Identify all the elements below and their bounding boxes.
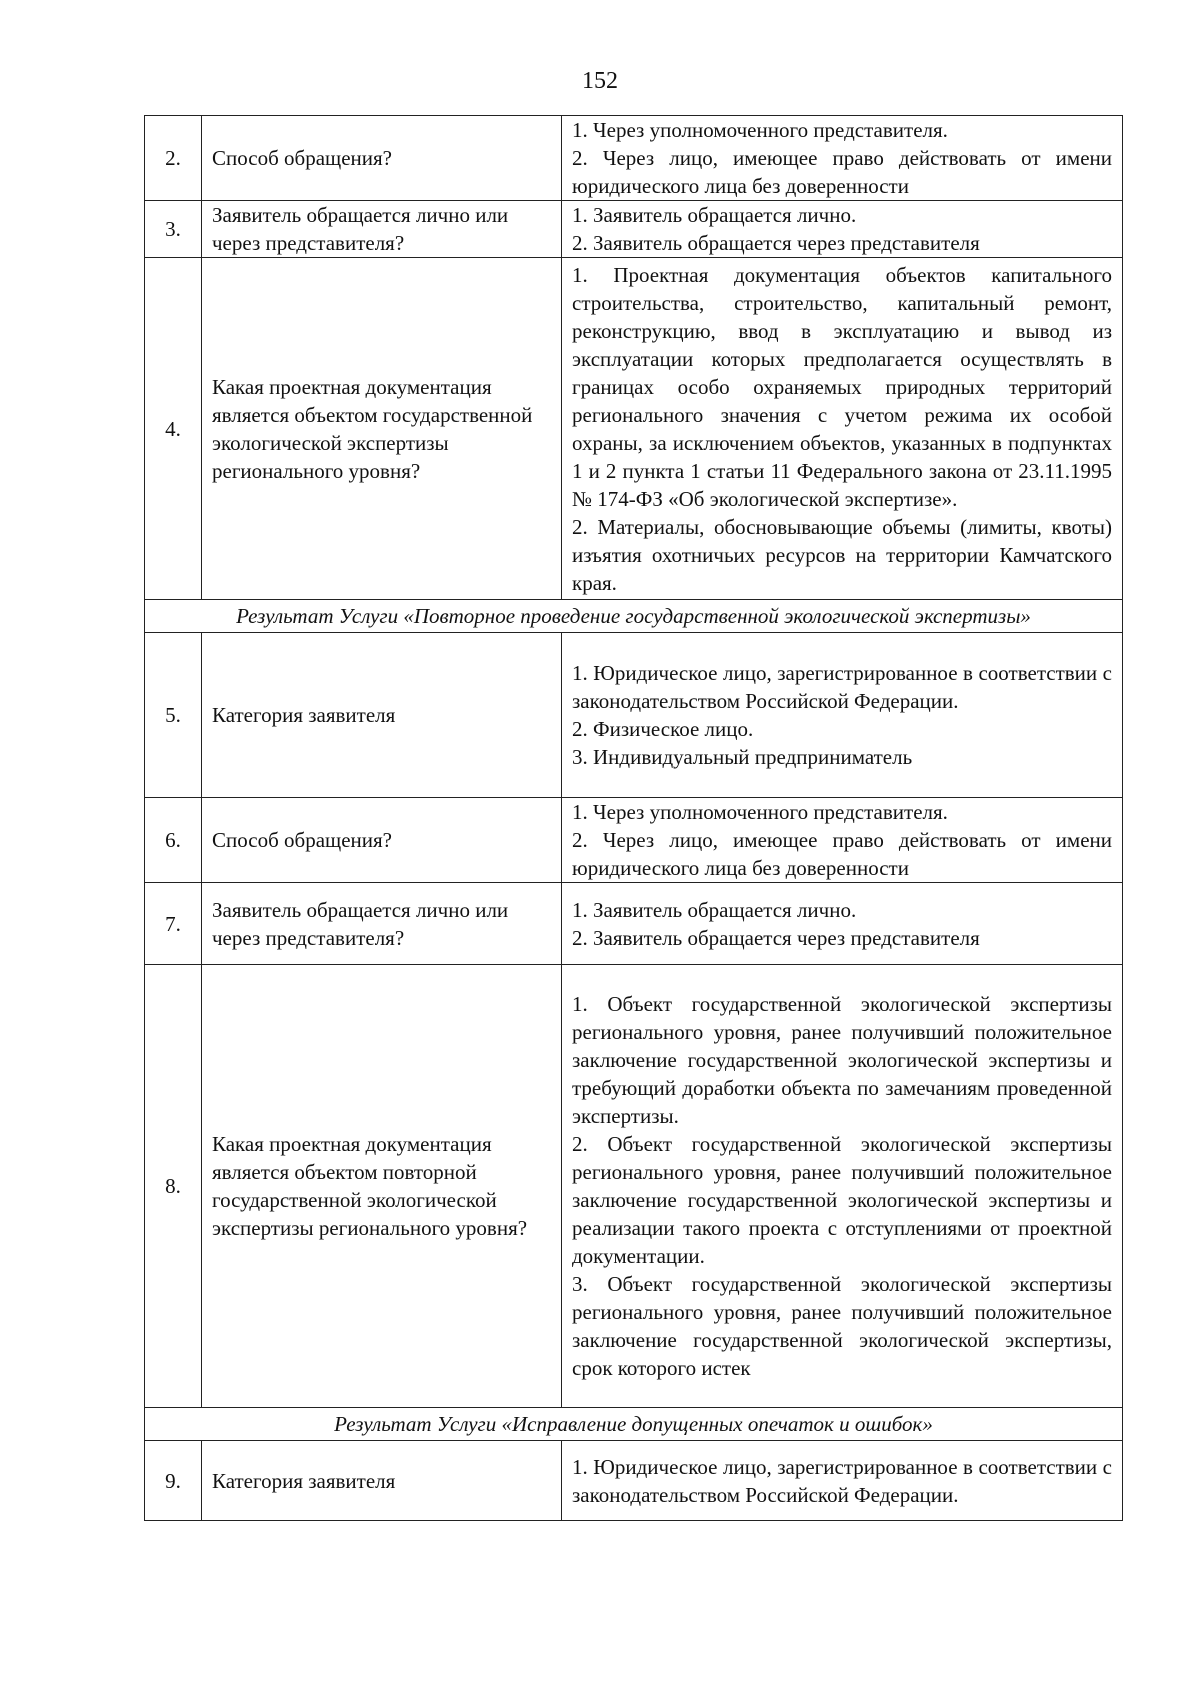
row-number: 8. [145,965,202,1408]
page-number: 152 [582,68,618,94]
table-row [145,116,1123,201]
option-item: 1. Заявитель обращается лично. [572,897,857,922]
criteria-table [144,115,1123,1521]
option-item: 3. Объект государственной экологической экспертизы регионального уровня, ранее получивший положительное заключение государственной экологической экспертизы, срок которого истек [572,1272,1112,1380]
row-number: 3. [145,201,202,258]
section-header: Результат Услуги «Исправление допущенных опечаток и ошибок» [145,1408,1123,1441]
row-number: 6. [145,798,202,883]
criterion-question: Способ обращения? [202,116,562,201]
table-row [145,883,1123,965]
option-item: 1. Юридическое лицо, зарегистрированное в соответствии с законодательством Российской Федерации. [572,661,1112,713]
section-header: Результат Услуги «Повторное проведение государственной экологической экспертизы» [145,600,1123,633]
criterion-options [562,965,1123,1408]
option-item: 1. Объект государственной экологической экспертизы регионального уровня, ранее получивший положительное заключение государственной экологической экспертизы и требующий доработки объекта по замечаниям проведенной экспертизы. [572,992,1112,1128]
table-row [145,798,1123,883]
criterion-options [562,1441,1123,1521]
row-number: 4. [145,258,202,600]
section-header-row [145,600,1123,633]
criterion-question: Какая проектная документация является объектом повторной государственной экологической экспертизы регионального уровня? [202,965,562,1408]
row-number: 5. [145,633,202,798]
option-item: 2. Физическое лицо. [572,717,754,741]
row-number: 7. [145,883,202,965]
criterion-options [562,798,1123,883]
table-row [145,258,1123,600]
criterion-options [562,258,1123,600]
criterion-options [562,116,1123,201]
option-item: 1. Через уполномоченного представителя. [572,118,948,142]
section-header-row [145,1408,1123,1441]
option-item: 1. Через уполномоченного представителя. [572,800,948,824]
row-number: 9. [145,1441,202,1521]
row-number: 2. [145,116,202,201]
criterion-question: Заявитель обращается лично или через представителя? [202,883,562,965]
option-item: 3. Индивидуальный предприниматель [572,745,913,769]
table-row [145,201,1123,258]
criterion-question: Какая проектная документация является объектом государственной экологической экспертизы регионального уровня? [202,258,562,600]
option-item: 2. Объект государственной экологической экспертизы регионального уровня, ранее получивший положительное заключение государственной экологической экспертизы и реализации такого проекта с отступлениями от проектной документации. [572,1132,1112,1268]
criteria-table-body [145,116,1123,1521]
option-item: 1. Юридическое лицо, зарегистрированное в соответствии с законодательством Российской Федерации. [572,1454,1112,1507]
option-item: 1. Заявитель обращается лично. [572,203,857,227]
criterion-options [562,883,1123,965]
table-row [145,633,1123,798]
criterion-question: Категория заявителя [202,1441,562,1521]
criterion-question: Заявитель обращается лично или через представителя? [202,201,562,258]
option-item: 2. Через лицо, имеющее право действовать от имени юридического лица без доверенности [572,146,1112,198]
option-item: 2. Материалы, обосновывающие объемы (лимиты, квоты) изъятия охотничьих ресурсов на территории Камчатского края. [572,514,1112,595]
criterion-question: Категория заявителя [202,633,562,798]
table-row [145,1441,1123,1521]
criterion-options [562,633,1123,798]
table-row [145,965,1123,1408]
option-item: 1. Проектная документация объектов капитального строительства, строительство, капитальный ремонт, реконструкцию, ввод в эксплуатацию и вывод из эксплуатации которых предполагается осуществлять в границах особо охраняемых природных территорий регионального значения с учетом режима их особой охраны, за исключением объектов, указанных в подпунктах 1 и 2 пункта 1 статьи 11 Федерального закона от 23.11.1995 № 174-ФЗ «Об экологической экспертизе». [572,262,1112,511]
option-item: 2. Через лицо, имеющее право действовать от имени юридического лица без доверенности [572,828,1112,880]
criterion-options [562,201,1123,258]
option-item: 2. Заявитель обращается через представителя [572,925,980,950]
criterion-question: Способ обращения? [202,798,562,883]
option-item: 2. Заявитель обращается через представителя [572,231,980,255]
